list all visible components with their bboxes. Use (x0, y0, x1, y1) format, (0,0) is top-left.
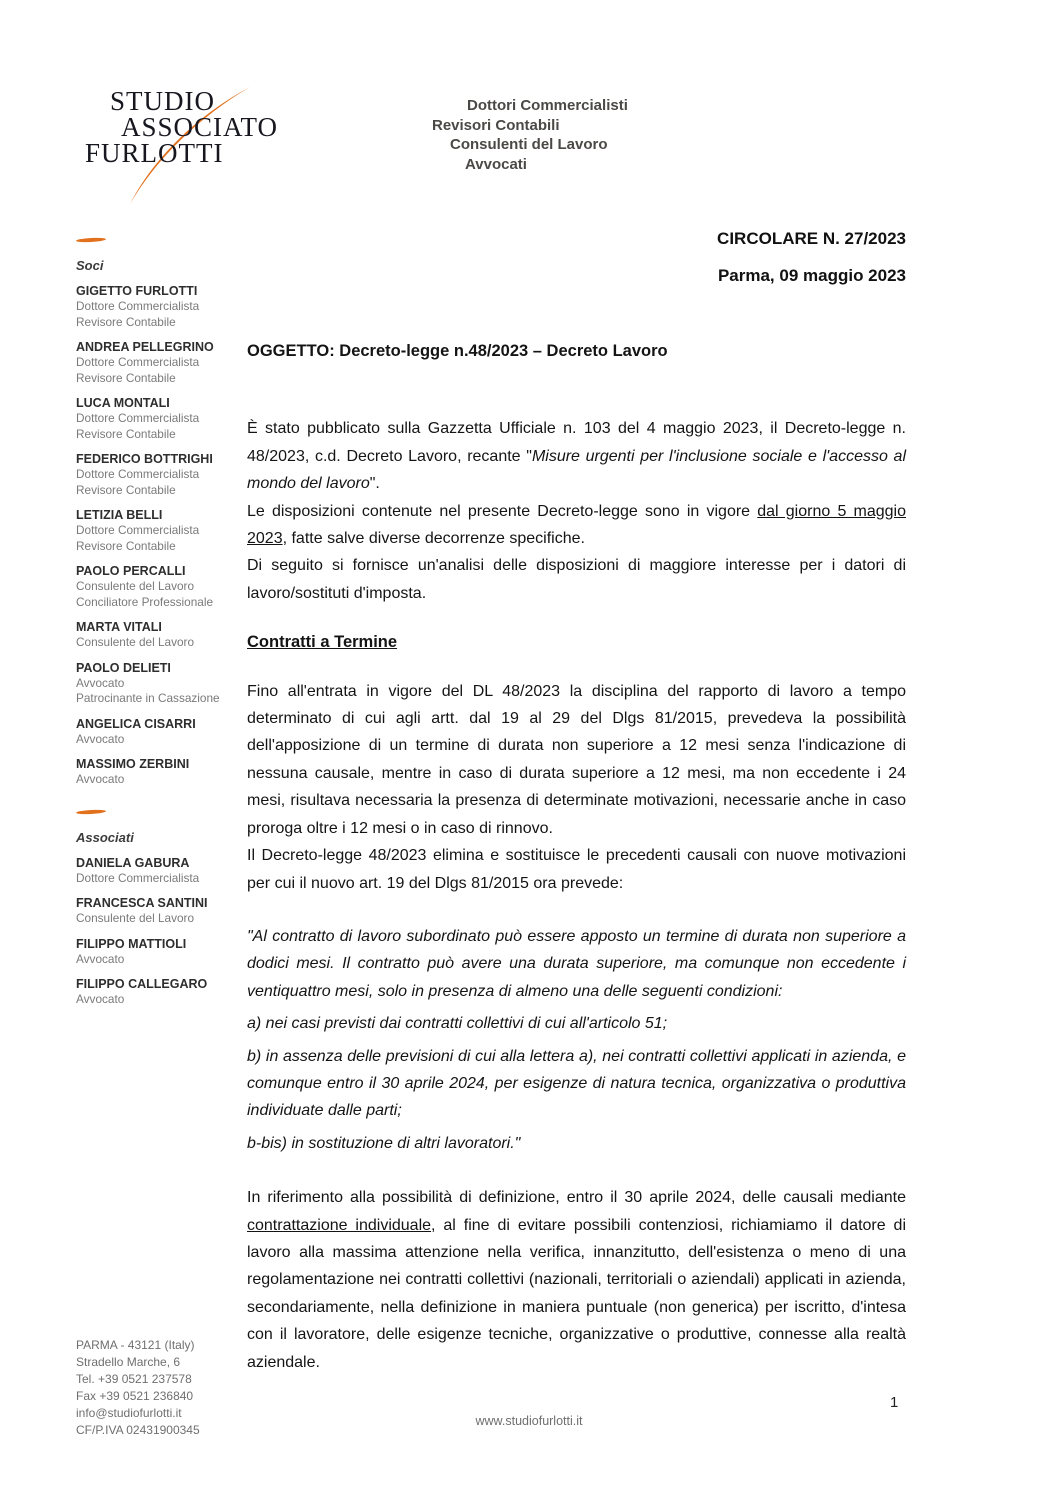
partner-role: Consulente del Lavoro (76, 635, 195, 649)
associati-list (76, 856, 231, 1008)
paragraph (247, 842, 906, 897)
partner-role: Revisore Contabile (76, 482, 176, 497)
partner-role: Revisore Contabile (76, 370, 176, 385)
text-segment: ". (369, 475, 380, 493)
partner-role: Avvocato (76, 951, 125, 966)
studio-logo (85, 88, 345, 218)
partner-role: Consulente del Lavoro (76, 579, 195, 593)
partner-role: Consulente del Lavoro (76, 911, 195, 925)
socio-entry-0 (76, 284, 231, 330)
footer-address-line-1: Stradello Marche, 6 (76, 1355, 181, 1369)
section-intro (247, 415, 906, 607)
partner-role: Dottore Commercialista (76, 467, 200, 481)
section-disciplina (247, 678, 906, 897)
footer-address-line-3: Fax +39 0521 236840 (76, 1389, 194, 1403)
partners-sidebar (76, 238, 231, 1018)
firm-qualifications (432, 96, 628, 174)
partner-role: Patrocinante in Cassazione (76, 691, 220, 705)
partner-name: MARTA VITALI (76, 620, 162, 634)
partner-role: Avvocato (76, 675, 125, 690)
socio-entry-7 (76, 661, 231, 707)
footer-address-line-0: PARMA - 43121 (Italy) (76, 1338, 195, 1352)
text-segment: a) nei casi previsti dai contratti collettivi di cui all'articolo 51; (247, 1015, 668, 1033)
circular-date: Parma, 09 maggio 2023 (717, 266, 906, 285)
text-segment: , al fine di evitare possibili contenziosi, richiamiamo il datore di lavoro alla massima attenzione nella verifica, innanzitutto, dell'esistenza o meno di una regolamentazione nei contratti collettivi (nazionali, territoriali o aziendali) applicati in azienda, secondariamente, nella definizione in maniera puntuale (non generica) per iscritto, d'intesa con il lavoratore, delle esigenze tecniche, organizzative o produttive, connesse alla realtà aziendale. (247, 1216, 907, 1371)
paragraph (247, 1010, 906, 1037)
footer-address-line-4: info@studiofurlotti.it (76, 1406, 182, 1420)
partner-name: FILIPPO CALLEGARO (76, 977, 208, 991)
paragraph (247, 552, 906, 607)
text-segment: , fatte salve diverse decorrenze specifiche. (282, 530, 585, 548)
paragraph (247, 1184, 906, 1376)
divider-swoosh-icon (76, 809, 106, 815)
subject-line: OGGETTO: Decreto-legge n.48/2023 – Decreto Lavoro (247, 342, 668, 360)
logo-line-3: FURLOTTI (85, 138, 224, 168)
associato-entry-3 (76, 977, 231, 1008)
paragraph (247, 923, 906, 1005)
partner-role: Conciliatore Professionale (76, 594, 214, 609)
section-finale (247, 1184, 906, 1376)
text-segment: Misure urgenti per l'inclusione sociale e l'accesso al mondo del lavoro (247, 447, 907, 493)
text-segment: b) in assenza delle previsioni di cui alla lettera a), nei contratti collettivi applicati in azienda, e comunque entro il 30 aprile 2024, per esigenze di natura tecnica, organizzativa o produttiva individuate dalle parti; (247, 1047, 906, 1120)
partner-role: Avvocato (76, 772, 125, 786)
logo-line-2: ASSOCIATO (121, 112, 279, 142)
socio-entry-3 (76, 452, 231, 498)
associati-label: Associati (76, 829, 134, 845)
letter-body (247, 338, 906, 1376)
associato-entry-1 (76, 896, 231, 927)
paragraph (247, 1043, 906, 1125)
footer-address-line-2: Tel. +39 0521 237578 (76, 1372, 192, 1386)
page-number: 1 (890, 1394, 899, 1411)
paragraph (247, 1130, 906, 1157)
text-segment: b-bis) in sostituzione di altri lavoratori." (247, 1134, 521, 1152)
qualification-2: Consulenti del Lavoro (450, 136, 608, 153)
partner-role: Dottore Commercialista (76, 355, 200, 369)
text-segment: Di seguito si fornisce un'analisi delle disposizioni di maggiore interesse per i datori di lavoro/sostituti d'imposta. (247, 557, 906, 602)
socio-entry-6 (76, 620, 231, 651)
partner-name: GIGETTO FURLOTTI (76, 284, 198, 298)
paragraph (247, 678, 906, 842)
section-quote (247, 923, 906, 1157)
socio-entry-5 (76, 564, 231, 610)
socio-entry-2 (76, 396, 231, 442)
text-segment: contrattazione individuale (247, 1216, 432, 1234)
logo-line-1: STUDIO (110, 86, 215, 116)
partner-name: FILIPPO MATTIOLI (76, 936, 187, 951)
partner-role: Avvocato (76, 992, 125, 1006)
text-segment: "Al contratto di lavoro subordinato può essere apposto un termine di durata non superiore a dodici mesi. Il contratto può avere una durata superiore, ma comunque non eccedente i ventiquattro mesi, solo in presenza di almeno una delle seguenti condizioni: (247, 927, 906, 1000)
circular-number: CIRCOLARE N. 27/2023 (717, 229, 906, 248)
partner-name: PAOLO PERCALLI (76, 564, 186, 578)
body-sections (247, 415, 906, 1376)
logo-text (85, 88, 345, 166)
footer-address-line-5: CF/P.IVA 02431900345 (76, 1423, 200, 1437)
paragraph (247, 415, 906, 497)
associato-entry-2 (76, 937, 231, 968)
socio-entry-9 (76, 757, 231, 788)
soci-list (76, 284, 231, 788)
paragraph (247, 498, 906, 553)
partner-name: FRANCESCA SANTINI (76, 896, 208, 910)
text-segment: Fino all'entrata in vigore del DL 48/2023 la disciplina del rapporto di lavoro a tempo determinato di cui agli artt. dal 19 al 29 del Dlgs 81/2015, prevedeva la possibilità dell'apposizione di un termine di durata non superiore a 12 mesi senza l'indicazione di nessuna causale, mentre in caso di durata superiore a 12 mesi, ma non eccedente i 24 mesi, risultava necessaria la presenza di determinate motivazioni, necessarie anche in caso proroga oltre i 12 mesi o in caso di rinnovo. (247, 682, 906, 837)
partner-name: MASSIMO ZERBINI (76, 757, 190, 771)
partner-role: Dottore Commercialista (76, 299, 200, 313)
soci-label: Soci (76, 258, 104, 273)
section-heading-contratti: Contratti a Termine (247, 633, 398, 652)
partner-role: Dottore Commercialista (76, 523, 200, 537)
partner-name: ANGELICA CISARRI (76, 716, 196, 731)
partner-role: Revisore Contabile (76, 314, 176, 329)
text-segment: Le disposizioni contenute nel presente Decreto-legge sono in vigore (247, 502, 758, 520)
footer-website: www.studiofurlotti.it (475, 1414, 583, 1428)
partner-role: Revisore Contabile (76, 538, 176, 553)
socio-entry-1 (76, 340, 231, 386)
partner-name: LUCA MONTALI (76, 396, 170, 410)
partner-role: Avvocato (76, 731, 125, 746)
partner-name: DANIELA GABURA (76, 855, 190, 870)
qualification-1: Revisori Contabili (432, 116, 560, 134)
socio-entry-8 (76, 717, 231, 748)
partner-name: ANDREA PELLEGRINO (76, 340, 214, 354)
partner-role: Dottore Commercialista (76, 411, 200, 425)
socio-entry-4 (76, 508, 231, 554)
partner-role: Revisore Contabile (76, 426, 176, 441)
qualification-0: Dottori Commercialisti (467, 97, 628, 114)
qualification-3: Avvocati (465, 155, 527, 173)
text-segment: dal giorno 5 maggio 2023 (247, 502, 906, 548)
partner-name: PAOLO DELIETI (76, 660, 171, 675)
partner-role: Dottore Commercialista (76, 870, 200, 885)
partner-name: FEDERICO BOTTRIGHI (76, 452, 213, 466)
partner-name: LETIZIA BELLI (76, 508, 163, 522)
divider-swoosh-icon (76, 237, 106, 243)
text-segment: Il Decreto-legge 48/2023 elimina e sostituisce le precedenti causali con nuove motivazioni per cui il nuovo art. 19 del Dlgs 81/2015 ora prevede: (247, 847, 906, 892)
text-segment: È stato pubblicato sulla Gazzetta Ufficiale n. 103 del 4 maggio 2023, il Decreto-legge n. 48/2023, c.d. Decreto Lavoro, recante " (247, 420, 906, 465)
associato-entry-0 (76, 856, 231, 887)
text-segment: In riferimento alla possibilità di definizione, entro il 30 aprile 2024, delle causali mediante (247, 1189, 906, 1207)
circular-header (247, 229, 906, 286)
